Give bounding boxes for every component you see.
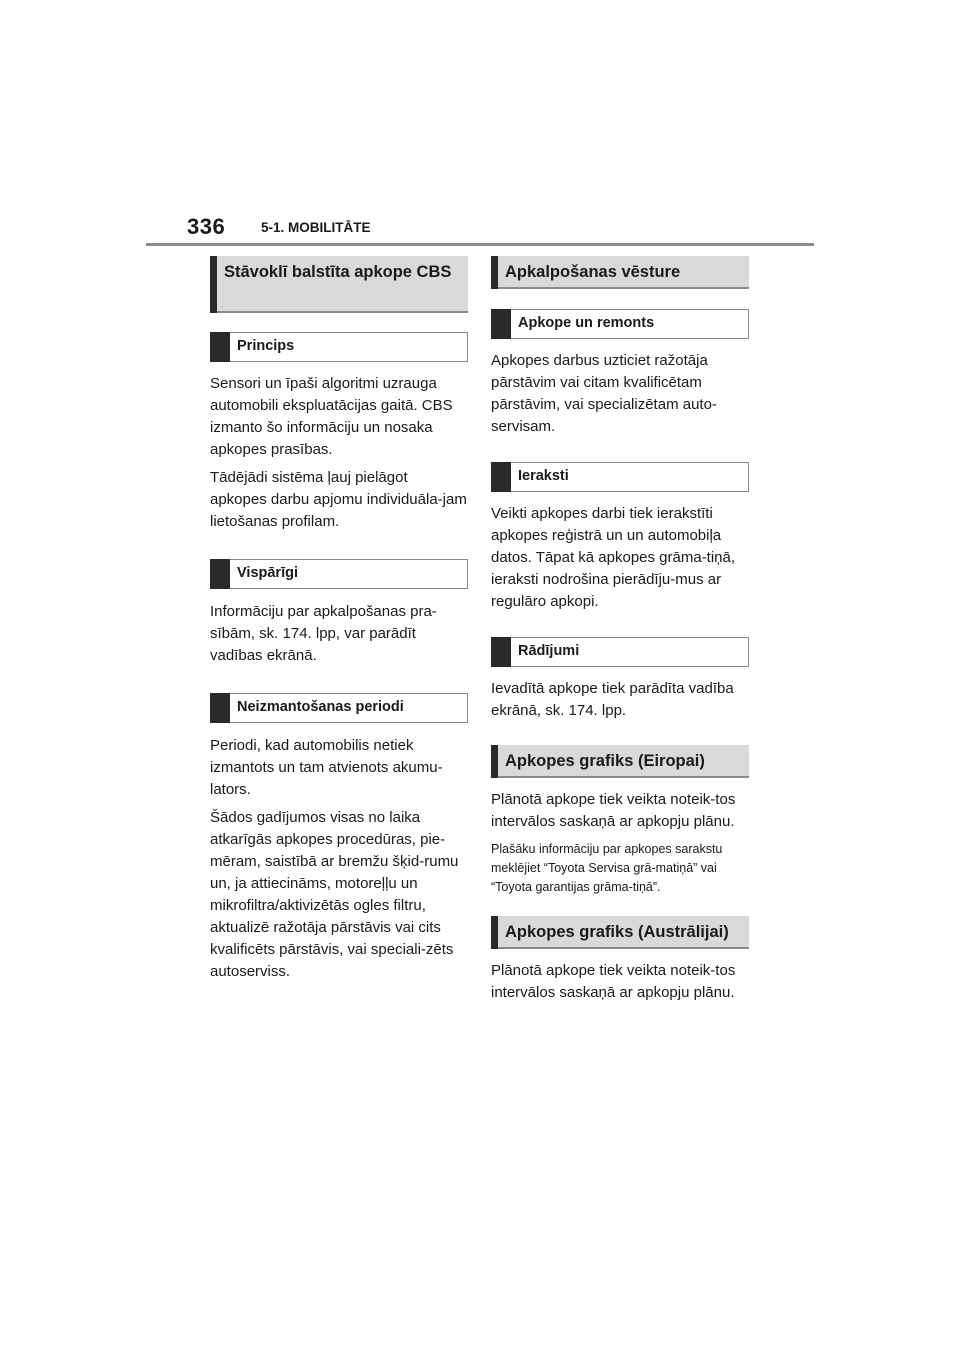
paragraph: Plānotā apkope tiek veikta noteik-tos intervālos saskaņā ar apkopju plānu. [491, 962, 736, 1001]
paragraph: Apkopes darbus uzticiet ražotāja pārstāvim vai citam kvalificētam pārstāvim, vai specializētam auto-servisam. [491, 352, 717, 435]
paragraph: Periodi, kad automobilis netiek izmantots un tam atvienots akumu-lators. [210, 737, 443, 798]
left-column [210, 256, 468, 983]
paragraph: Sensori un īpaši algoritmi uzrauga automobili ekspluatācijas gaitā. CBS izmanto šo informāciju un nosaka apkopes prasības. [210, 375, 453, 458]
subheading-displays: Rādījumi [491, 637, 749, 667]
page-number: 336 [187, 214, 226, 239]
paragraph: Informāciju par apkalpošanas pra-sībām, sk. 174. lpp, var parādīt vadības ekrānā. [210, 603, 437, 664]
subheading-general: Vispārīgi [210, 559, 468, 589]
heading-service-history: Apkalpošanas vēsture [491, 256, 749, 289]
heading-cbs: Stāvoklī balstīta apkope CBS [210, 256, 468, 313]
paragraph: Plānotā apkope tiek veikta noteik-tos intervālos saskaņā ar apkopju plānu. [491, 791, 736, 830]
subheading-principle: Princips [210, 332, 468, 362]
paragraph: Veikti apkopes darbi tiek ierakstīti apkopes reģistrā un un automobiļa datos. Tāpat kā apkopes grāma-tiņā, ieraksti nodrošina pierādīju-mus ar regulāro apkopi. [491, 505, 736, 610]
paragraph: Ievadītā apkope tiek parādīta vadība ekrānā, sk. 174. lpp. [491, 680, 734, 719]
heading-schedule-australia: Apkopes grafiks (Austrālijai) [491, 916, 749, 949]
right-column [491, 256, 749, 1004]
paragraph: Šādos gadījumos visas no laika atkarīgās apkopes procedūras, pie-mēram, saistībā ar bremžu šķid-rumu un, ja attiecināms, motoreļļu un mikrofiltra/aktivizētās ogles filtru, aktualizē ražotāja pārstāvis vai cits kvalificēts pārstāvis, vai speciali-zēts autoserviss. [210, 809, 459, 980]
section-title: 5-1. MOBILITĀTE [261, 220, 371, 235]
paragraph: Tādējādi sistēma ļauj pielāgot apkopes darbu apjomu individuāla-jam lietošanas profilam. [210, 469, 467, 530]
note: Plašāku informāciju par apkopes sarakstu meklējiet “Toyota Servisa grā-matiņā” vai “Toyota garantijas grāma-tiņā”. [491, 842, 723, 894]
subheading-idle-periods: Neizmantošanas periodi [210, 693, 468, 723]
header-divider [146, 243, 814, 246]
subheading-records: Ieraksti [491, 462, 749, 492]
heading-schedule-europe: Apkopes grafiks (Eiropai) [491, 745, 749, 778]
subheading-maintenance: Apkope un remonts [491, 309, 749, 339]
